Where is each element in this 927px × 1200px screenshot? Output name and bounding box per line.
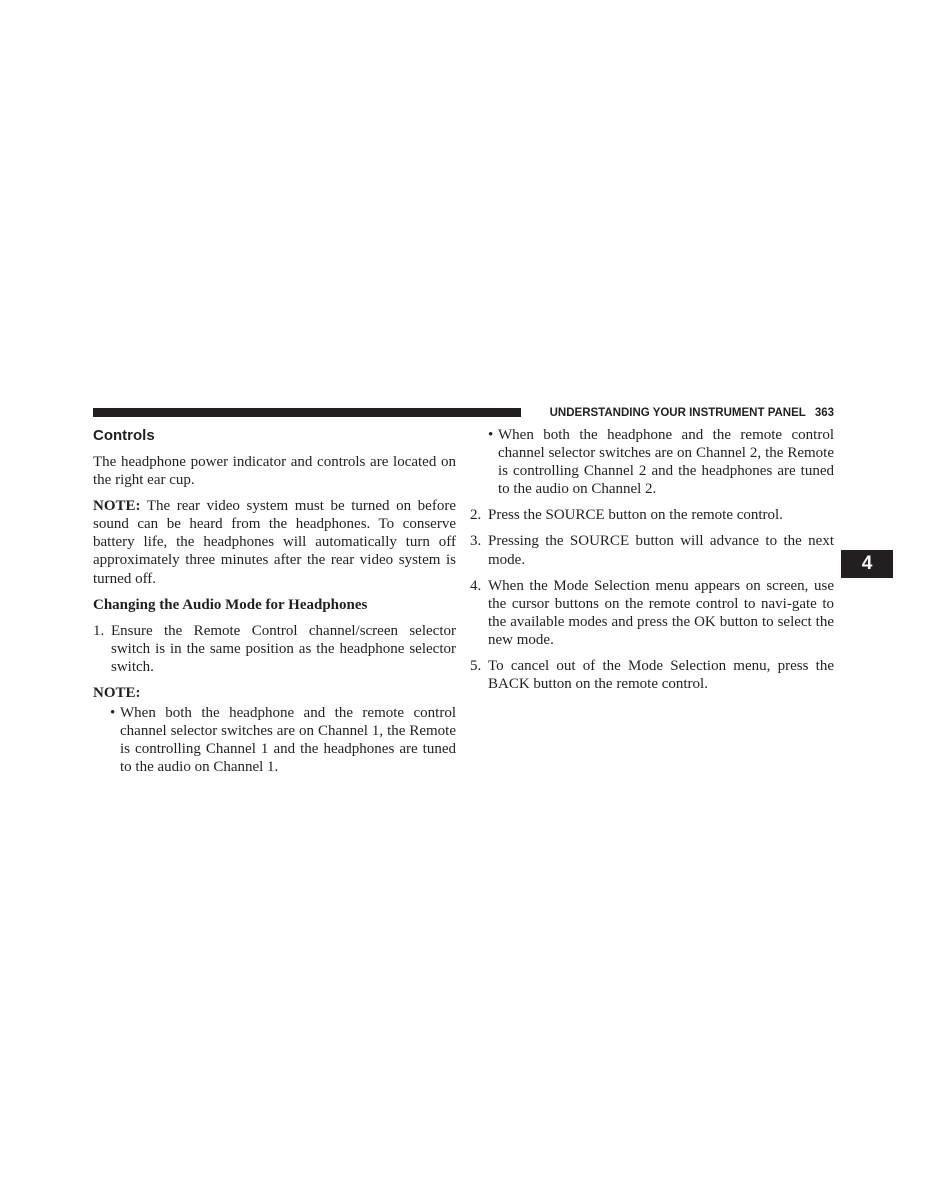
running-header	[527, 404, 834, 422]
note-label-2: NOTE:	[93, 684, 141, 701]
note-paragraph	[93, 497, 456, 587]
step-text: When the Mode Selection menu appears on screen, use the cursor buttons on the remote control to navi-gate to the available modes and press the OK button to select the new mode.	[488, 577, 834, 648]
list-item-step-2	[470, 506, 834, 524]
step-number: 3.	[470, 533, 482, 550]
list-item-step-4	[470, 577, 834, 649]
note-label: NOTE:	[93, 498, 141, 515]
step-text: Press the SOURCE button on the remote control.	[488, 507, 783, 524]
step-number: 1.	[93, 622, 105, 639]
bullet-item-channel-2	[470, 426, 834, 498]
bullet-item-channel-1	[93, 704, 456, 776]
running-title: UNDERSTANDING YOUR INSTRUMENT PANEL	[549, 407, 806, 419]
step-text: Pressing the SOURCE button will advance to the next mode.	[488, 533, 834, 568]
list-item-step-5	[470, 657, 834, 693]
page-number: 363	[814, 407, 834, 419]
list-item-step-3	[470, 532, 834, 568]
note-text: The rear video system must be turned on before sound can be heard from the headphones. To conserve battery life, the headphones will automatically turn off approximately three minutes after the rear video system is turned off.	[93, 498, 456, 587]
sub-heading: Changing the Audio Mode for Headphones	[93, 596, 368, 613]
step-text: Ensure the Remote Control channel/screen selector switch is in the same position as the headphone selector switch.	[111, 622, 456, 675]
bullet-mark: •	[110, 705, 116, 722]
chapter-tab: 4	[841, 550, 893, 578]
bullet-mark: •	[488, 427, 494, 443]
bullet-text: When both the headphone and the remote control channel selector switches are on Channel 2, the Remote is controlling Channel 2 and the headphones are tuned to the audio on Channel 2.	[498, 427, 834, 498]
right-column	[470, 426, 834, 701]
left-column	[93, 426, 456, 784]
step-number: 5.	[470, 658, 482, 675]
intro-paragraph: The headphone power indicator and controls are located on the right ear cup.	[93, 454, 456, 489]
step-number: 4.	[470, 577, 482, 594]
step-number: 2.	[470, 507, 482, 524]
header-rule	[93, 408, 521, 417]
list-item-step-1	[93, 622, 456, 676]
step-text: To cancel out of the Mode Selection menu, press the BACK button on the remote control.	[488, 658, 834, 693]
bullet-text: When both the headphone and the remote control channel selector switches are on Channel 1, the Remote is controlling Channel 1 and the headphones are tuned to the audio on Channel 1.	[120, 705, 456, 776]
section-heading: Controls	[93, 427, 155, 444]
